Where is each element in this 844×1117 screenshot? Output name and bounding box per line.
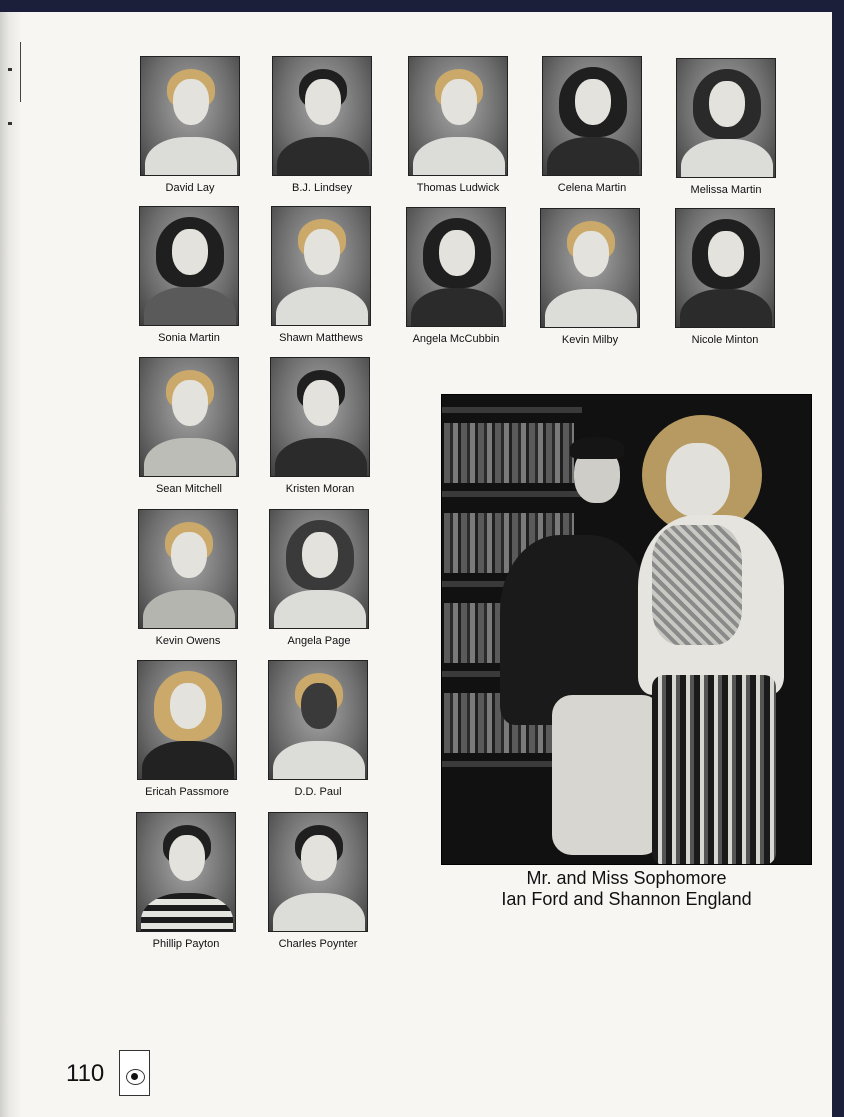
bookshelf: [442, 407, 582, 413]
portrait-card: [136, 812, 236, 950]
portrait-photo: [272, 56, 372, 176]
portrait-name: B.J. Lindsey: [292, 182, 352, 194]
feature-caption-names: Ian Ford and Shannon England: [501, 889, 752, 909]
portrait-photo: [542, 56, 642, 176]
portrait-card: [540, 208, 640, 346]
portrait-card: [542, 56, 642, 194]
edge-mark: [8, 122, 12, 125]
portrait-name: Sonia Martin: [158, 332, 220, 344]
portrait-card: [270, 357, 370, 495]
bookshelf: [442, 491, 582, 497]
portrait-card: [408, 56, 508, 194]
portrait-card: [272, 56, 372, 194]
person-hair: [570, 437, 624, 459]
portrait-card: [139, 206, 239, 344]
portrait-photo: [269, 509, 369, 629]
page-binding: [0, 12, 22, 1117]
portrait-photo: [408, 56, 508, 176]
portrait-photo: [675, 208, 775, 328]
portrait-photo: [406, 207, 506, 327]
portrait-name: Charles Poynter: [278, 938, 358, 950]
portrait-name: Ericah Passmore: [145, 786, 229, 798]
portrait-photo: [140, 56, 240, 176]
portrait-name: Kevin Owens: [155, 635, 221, 647]
portrait-card: [140, 56, 240, 194]
yearbook-page: [0, 12, 832, 1117]
page-number: 110: [66, 1060, 105, 1087]
portrait-photo: [137, 660, 237, 780]
portrait-photo: [139, 206, 239, 326]
books: [444, 423, 574, 483]
portrait-name: Thomas Ludwick: [416, 182, 500, 194]
feature-caption-title: Mr. and Miss Sophomore: [526, 868, 727, 888]
yearbook-logo-icon: [119, 1050, 150, 1096]
portrait-card: [269, 509, 369, 647]
portrait-name: Melissa Martin: [690, 184, 762, 196]
portrait-card: [138, 509, 238, 647]
portrait-name: Celena Martin: [557, 182, 627, 194]
portrait-name: Angela Page: [287, 635, 351, 647]
portrait-card: [268, 660, 368, 798]
portrait-name: Kristen Moran: [285, 483, 355, 495]
person-pants: [552, 695, 662, 855]
portrait-card: [268, 812, 368, 950]
portrait-name: Shawn Matthews: [279, 332, 363, 344]
portrait-card: [271, 206, 371, 344]
portrait-name: David Lay: [165, 182, 215, 194]
portrait-photo: [271, 206, 371, 326]
person-face: [666, 443, 730, 517]
portrait-card: [139, 357, 239, 495]
portrait-photo: [136, 812, 236, 932]
portrait-photo: [138, 509, 238, 629]
portrait-card: [137, 660, 237, 798]
binding-line: [20, 42, 21, 102]
portrait-card: [676, 58, 776, 196]
feature-photo: [441, 394, 812, 865]
portrait-photo: [540, 208, 640, 328]
portrait-name: Nicole Minton: [691, 334, 759, 346]
portrait-card: [406, 207, 506, 345]
portrait-photo: [676, 58, 776, 178]
portrait-name: Angela McCubbin: [412, 333, 500, 345]
portrait-name: Kevin Milby: [561, 334, 619, 346]
portrait-name: Phillip Payton: [152, 938, 220, 950]
portrait-photo: [139, 357, 239, 477]
portrait-photo: [270, 357, 370, 477]
portrait-card: [675, 208, 775, 346]
person-plaid-pants: [652, 675, 776, 865]
portrait-name: D.D. Paul: [294, 786, 342, 798]
portrait-name: Sean Mitchell: [155, 483, 223, 495]
edge-mark: [8, 68, 12, 71]
portrait-photo: [268, 812, 368, 932]
person-scarf: [652, 525, 742, 645]
portrait-photo: [268, 660, 368, 780]
